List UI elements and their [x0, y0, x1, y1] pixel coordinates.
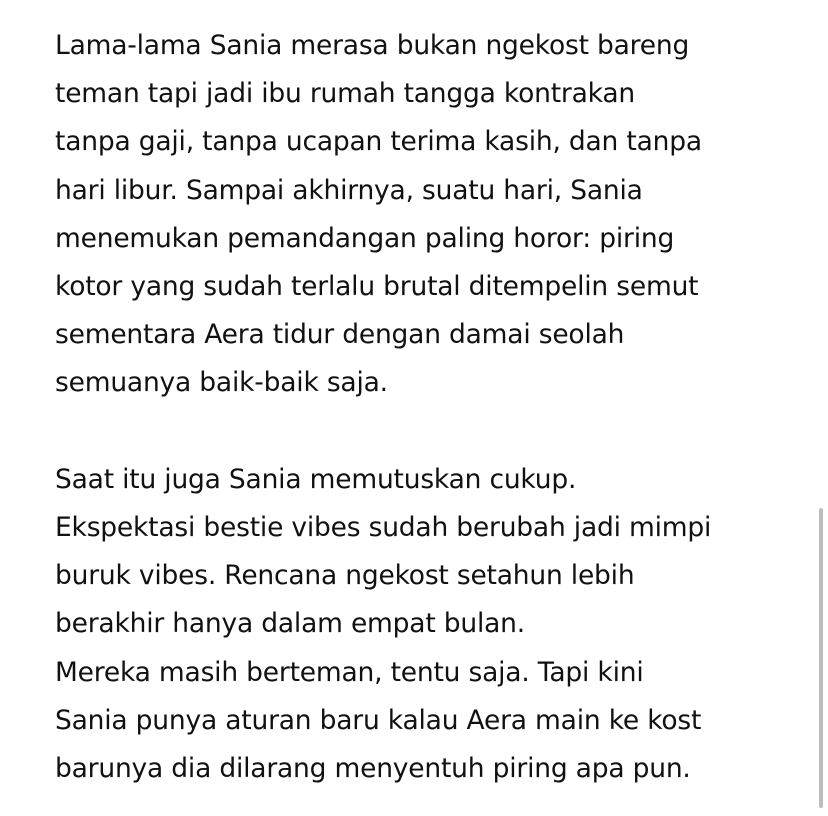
article-text: [55, 22, 795, 793]
scrollbar[interactable]: [819, 508, 823, 808]
text-line: barunya dia dilarang menyentuh piring apa pun.: [55, 753, 691, 785]
text-line: Sania punya aturan baru kalau Aera main ke kost: [55, 704, 702, 736]
text-line: Mereka masih berteman, tentu saja. Tapi kini: [55, 656, 644, 688]
text-line: berakhir hanya dalam empat bulan.: [55, 608, 525, 640]
text-line: Ekspektasi bestie vibes sudah berubah jadi mimpi: [55, 512, 712, 544]
text-line: Saat itu juga Sania memutuskan cukup.: [55, 463, 577, 495]
text-line: tanpa gaji, tanpa ucapan terima kasih, dan tanpa: [55, 126, 702, 158]
paragraph-spacer: [55, 408, 795, 456]
text-line: teman tapi jadi ibu rumah tangga kontrakan: [55, 78, 635, 110]
text-line: semuanya baik-baik saja.: [55, 367, 388, 399]
text-line: kotor yang sudah terlalu brutal ditempelin semut: [55, 271, 699, 303]
paragraph-1: [55, 22, 795, 408]
text-line: Lama-lama Sania merasa bukan ngekost bareng: [55, 30, 690, 61]
text-line: menemukan pemandangan paling horor: piring: [55, 222, 675, 254]
text-line: sementara Aera tidur dengan damai seolah: [55, 319, 625, 351]
text-line: hari libur. Sampai akhirnya, suatu hari, Sania: [55, 174, 643, 206]
text-line: buruk vibes. Rencana ngekost setahun lebih: [55, 560, 635, 592]
paragraph-2: [55, 456, 795, 793]
